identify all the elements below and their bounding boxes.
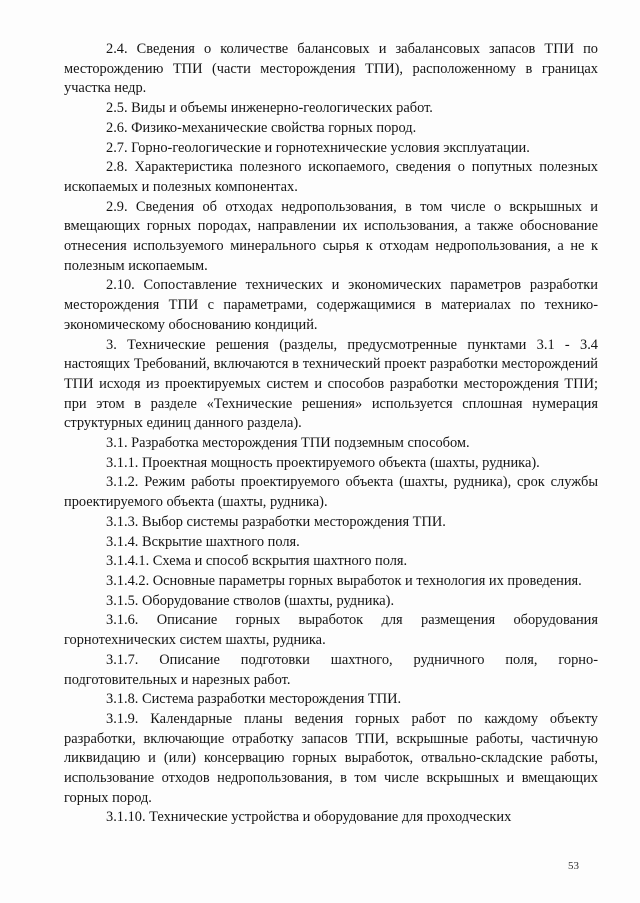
document-body [64, 40, 598, 828]
paragraph-3-1-7: 3.1.7. Описание подготовки шахтного, рудничного поля, горно-подготовительных и нарезных работ. [64, 651, 598, 688]
paragraph-2-4: 2.4. Сведения о количестве балансовых и забалансовых запасов ТПИ по месторождению ТПИ (части месторождения ТПИ), расположенному в границах участка недр. [64, 41, 598, 97]
paragraph-2-7: 2.7. Горно-геологические и горнотехнические условия эксплуатации. [106, 139, 530, 156]
paragraph-3-1-5: 3.1.5. Оборудование стволов (шахты, рудника). [106, 592, 395, 609]
paragraph-3-1-2: 3.1.2. Режим работы проектируемого объекта (шахты, рудника), срок службы проектируемого объекта (шахты, рудника). [64, 474, 598, 511]
paragraph-2-5: 2.5. Виды и объемы инженерно-геологических работ. [106, 100, 433, 117]
paragraph-3-1-4-1: 3.1.4.1. Схема и способ вскрытия шахтного поля. [106, 553, 408, 570]
paragraph-3-1-3: 3.1.3. Выбор системы разработки месторождения ТПИ. [106, 513, 446, 530]
paragraph-2-6: 2.6. Физико-механические свойства горных пород. [106, 119, 417, 136]
paragraph-3-1-6: 3.1.6. Описание горных выработок для размещения оборудования горнотехнических систем шахты, рудника. [64, 612, 598, 649]
paragraph-3: 3. Технические решения (разделы, предусмотренные пунктами 3.1 - 3.4 настоящих Требований, включаются в технический проект разработки месторождений ТПИ исходя из проектируемых систем и способов разработки месторождения ТПИ; при этом в разделе «Технические решения» используется сплошная нумерация структурных единиц данного раздела). [64, 336, 598, 432]
paragraph-3-1-4-2: 3.1.4.2. Основные параметры горных выработок и технология их проведения. [106, 572, 582, 589]
paragraph-2-9: 2.9. Сведения об отходах недропользования, в том числе о вскрышных и вмещающих горных породах, направлении их использования, а также обоснование отнесения используемого минерального сырья к отходам недропользования, а не к полезным ископаемым. [64, 198, 598, 274]
paragraph-3-1: 3.1. Разработка месторождения ТПИ подземным способом. [106, 435, 470, 452]
paragraph-2-10: 2.10. Сопоставление технических и экономических параметров разработки месторождения ТПИ с параметрами, содержащимися в материалах по технико-экономическому обоснованию кондиций. [64, 277, 598, 333]
paragraph-2-8: 2.8. Характеристика полезного ископаемого, сведения о попутных полезных ископаемых и полезных компонентах. [64, 159, 598, 195]
paragraph-3-1-8: 3.1.8. Система разработки месторождения ТПИ. [106, 691, 402, 708]
paragraph-3-1-4: 3.1.4. Вскрытие шахтного поля. [106, 533, 300, 550]
paragraph-3-1-1: 3.1.1. Проектная мощность проектируемого объекта (шахты, рудника). [106, 454, 540, 471]
paragraph-3-1-10: 3.1.10. Технические устройства и оборудование для проходческих [106, 809, 512, 826]
page-number: 53 [568, 860, 579, 872]
paragraph-3-1-9: 3.1.9. Календарные планы ведения горных работ по каждому объекту разработки, включающие отработку запасов ТПИ, вскрышные работы, частичную ликвидацию и (или) консервацию горных выработок, отвально-складские работы, использование отходов недропользования, в том числе вскрышных и вмещающих горных пород. [64, 710, 598, 806]
